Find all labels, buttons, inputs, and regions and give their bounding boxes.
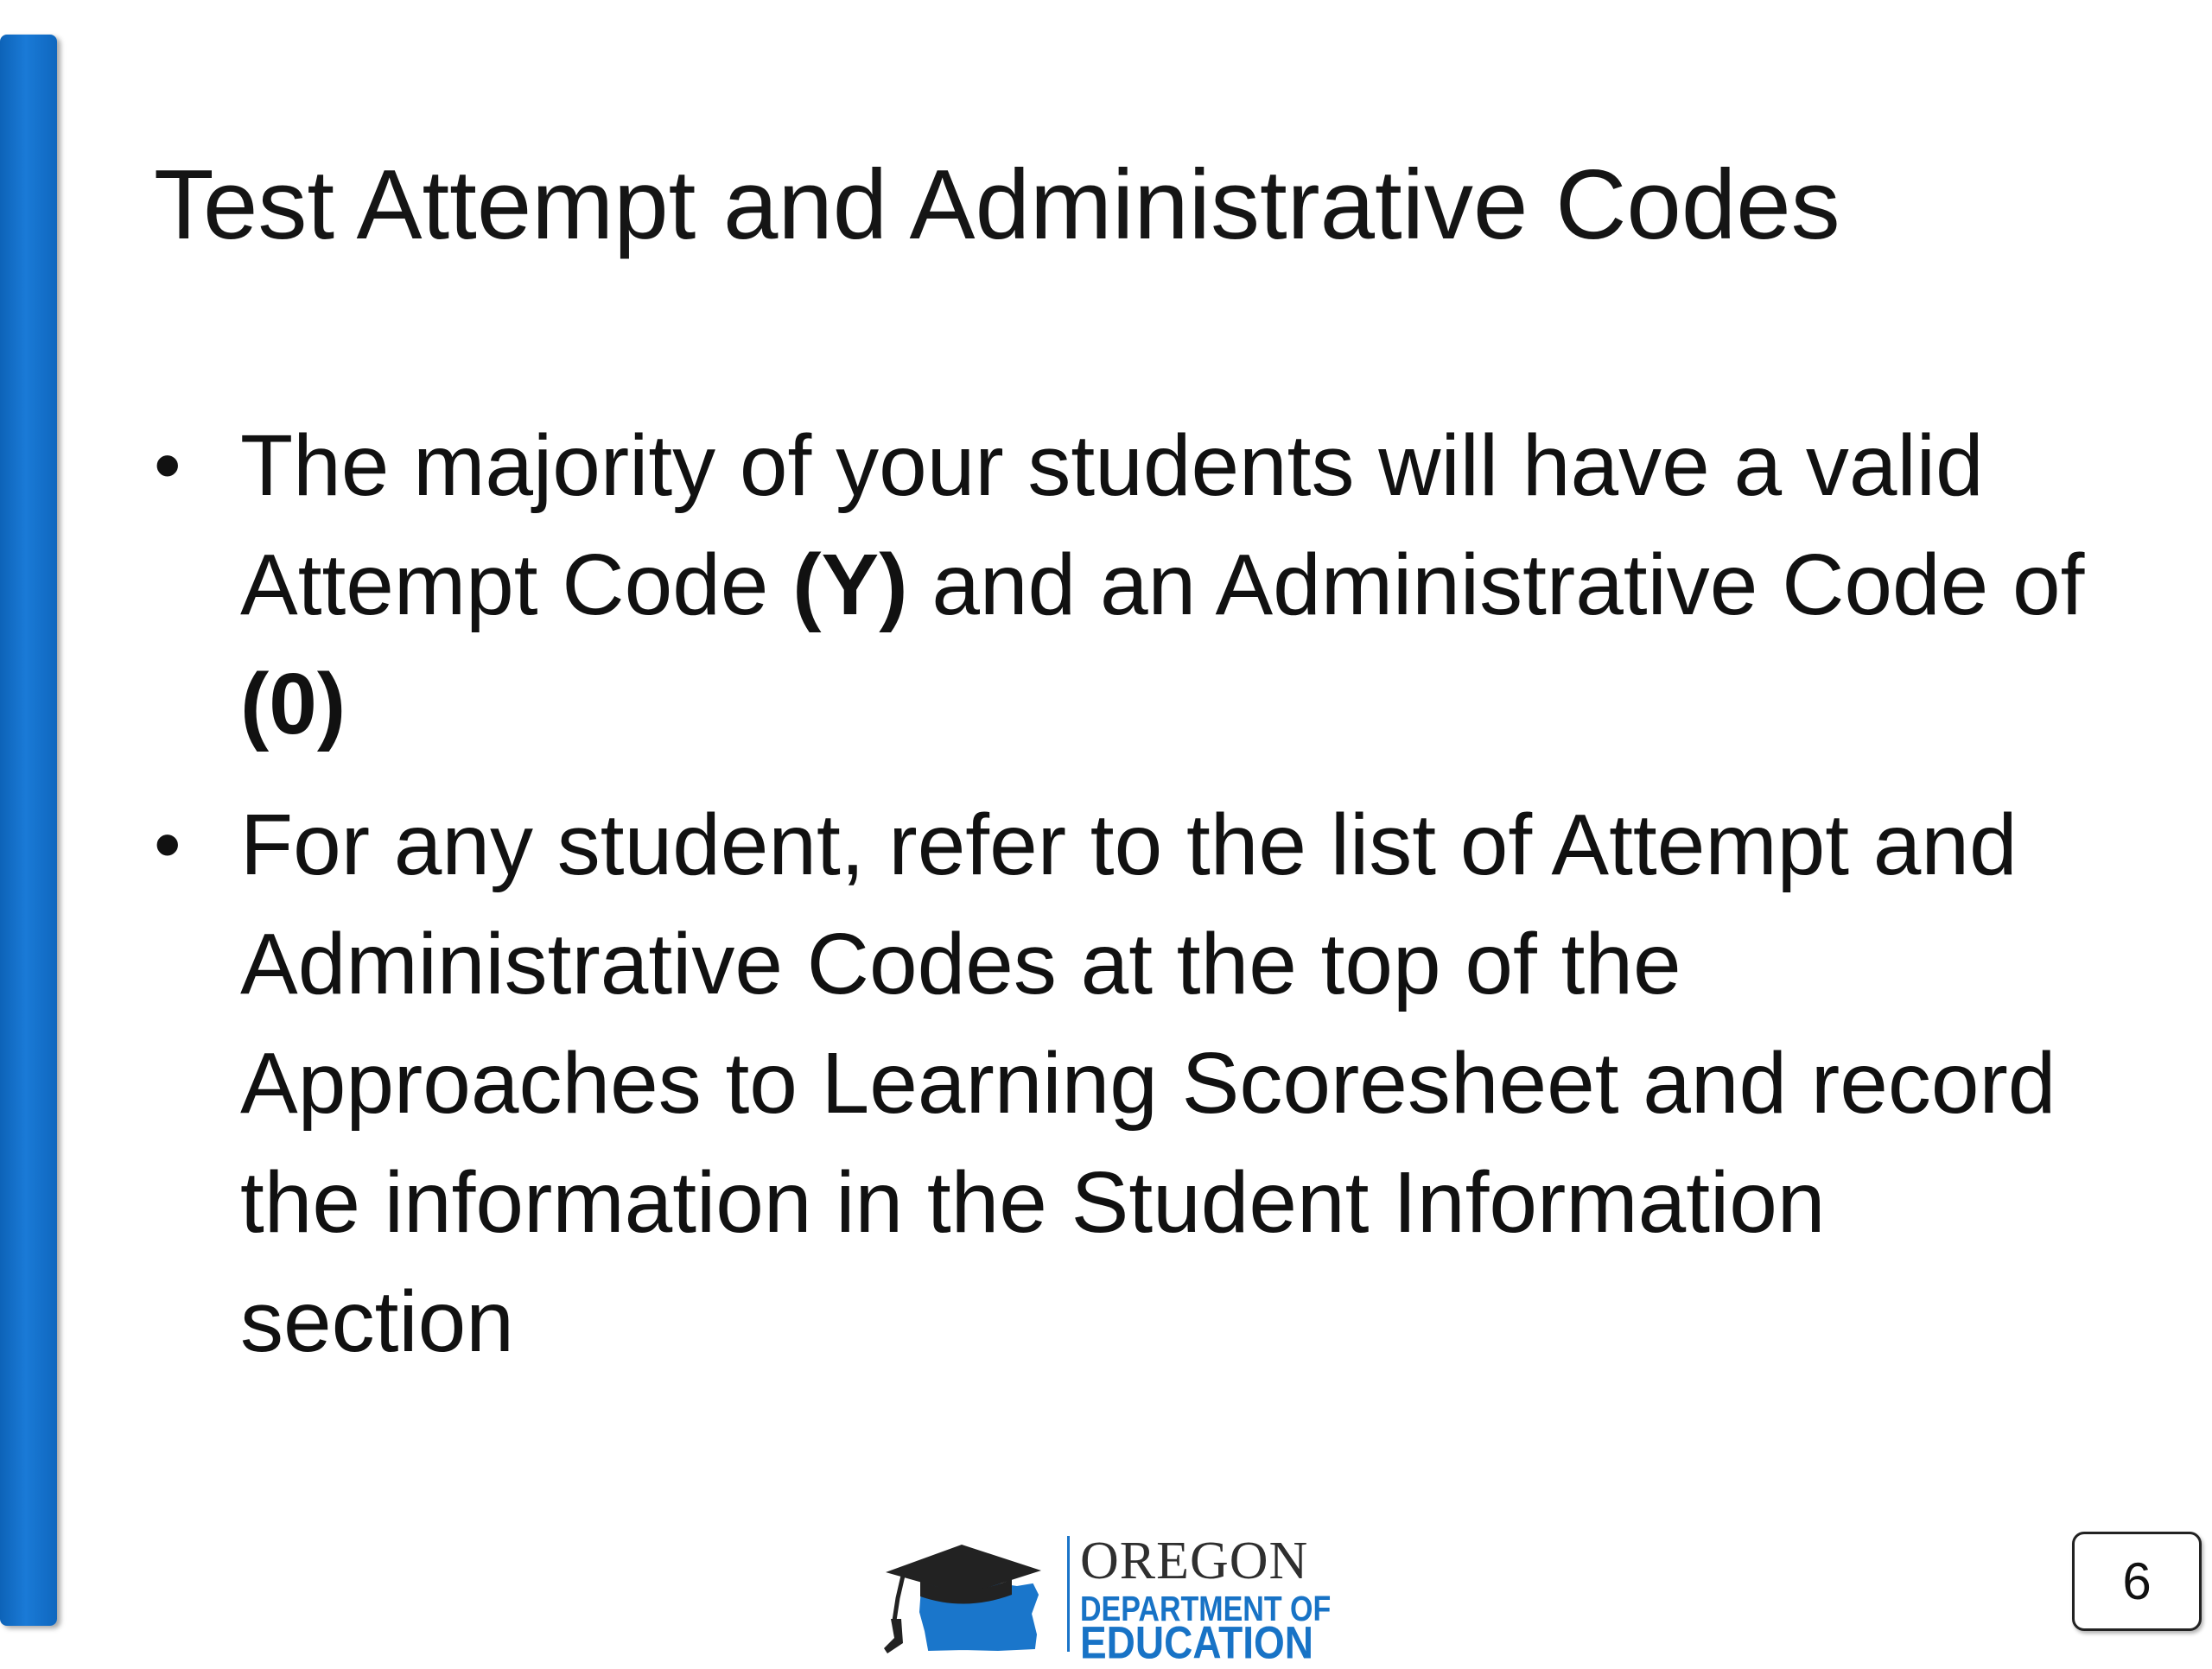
bullet-text: and an Administrative Code of [907,536,2085,633]
bullet-icon: • [154,422,181,509]
oregon-department-of-education-logo [868,1529,1332,1668]
bullet-item [154,406,2115,764]
logo-department-text: DEPARTMENT OF [1080,1590,1332,1629]
bullet-text: The majority of your students will have a valid Attempt Code [240,417,1984,633]
logo-oregon-text: OREGON [1080,1532,1309,1590]
attempt-code-value: (Y) [792,536,908,633]
administrative-code-value: (0) [240,656,346,752]
graduation-cap-oregon-state-icon [868,1538,1063,1659]
bullet-list [154,406,2115,1403]
bullet-text: For any student, refer to the list of Attempt and Administrative Codes at the top of the Approaches to Learning Scoresheet and record the information in the Student Information section [240,796,2056,1370]
logo-divider [1067,1536,1070,1652]
logo-education-text: EDUCATION [1080,1616,1314,1668]
bullet-item [154,785,2115,1381]
page-number: 6 [2072,1532,2202,1631]
side-accent-bar [0,35,57,1626]
bullet-icon: • [154,802,181,888]
slide-title: Test Attempt and Administrative Codes [154,150,1840,260]
